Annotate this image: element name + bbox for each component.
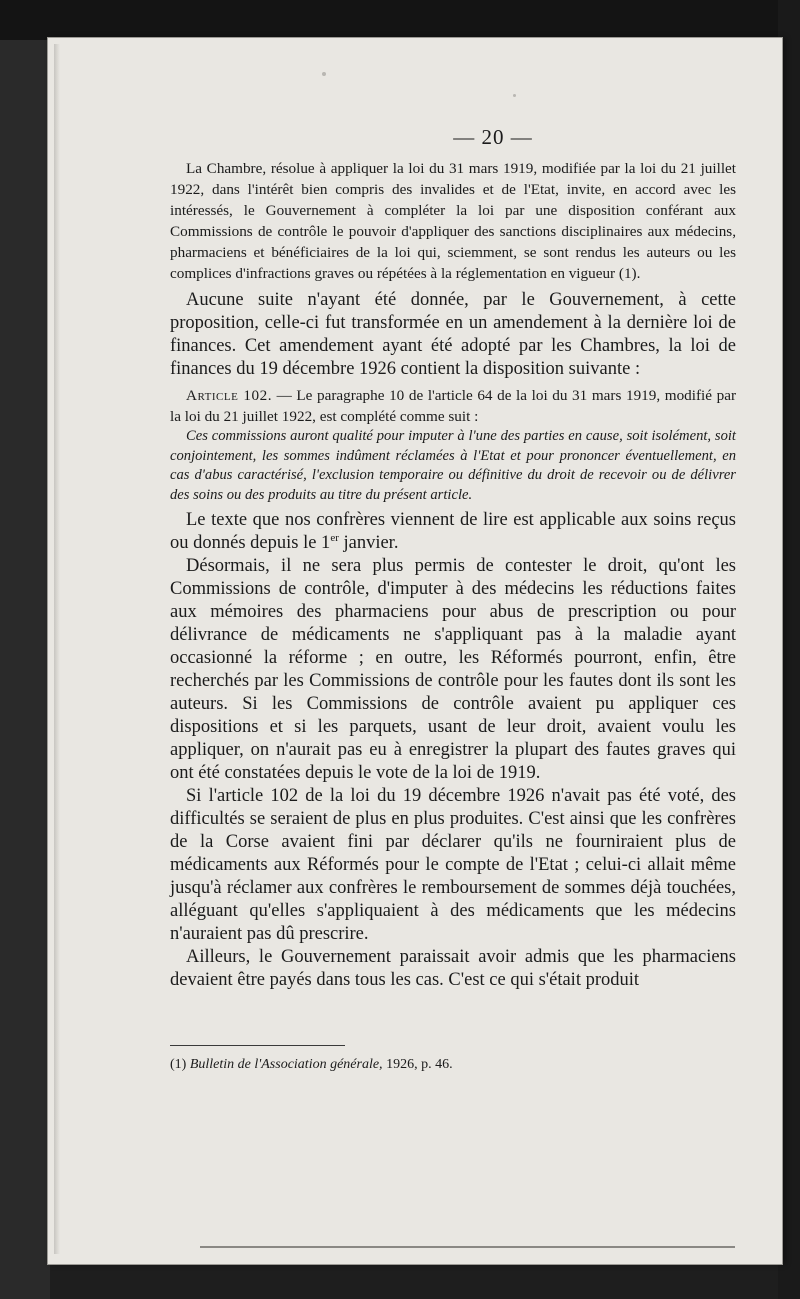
body-paragraph: Si l'article 102 de la loi du 19 décembre 1926 n'avait pas été voté, des difficultés se seraient de plus en plus produites. C'est ainsi que les confrères de la Corse avaient fini par déclarer qu'ils ne fourniraient plus de médicaments aux Réformés pour le compte de l'Etat ; celui-ci allait même jusqu'à réclamer aux confrères le remboursement de sommes déjà touchées, alléguant qu'elles s'appliquaient à des médicaments que les médecins n'auraient pas dû prescrire. — [170, 786, 736, 944]
body-paragraph: Aucune suite n'ayant été donnée, par le Gouvernement, à cette proposition, celle-ci fut transformée en un amendement à la dernière loi de finances. Cet amendement ayant été adopté par les Chambres, la loi de finances du 19 décembre 1926 contient la disposition suivante : — [170, 290, 736, 379]
footnote-title: Bulletin de l'Association générale, — [189, 1057, 383, 1072]
footnote-citation: 1926, p. 46. — [382, 1057, 453, 1072]
article-text: — Le paragraphe 10 de l'article 64 de la loi du 31 mars 1919, modifié par la loi du 21 juillet 1922, est complété comme suit : — [170, 387, 736, 425]
footnote — [170, 1056, 730, 1074]
body-paragraph — [170, 509, 736, 555]
body-paragraph: Désormais, il ne sera plus permis de contester le droit, qu'ont les Commissions de contrôle, d'imputer à des médecins les réductions faites aux mémoires des pharmaciens pour abus de prescription ou pour délivrance de médicaments ne s'appliquant pas à la maladie ayant occasionné la réforme ; en outre, les Réformés pourront, enfin, être recherchés par les Commissions de contrôle pour les fautes dont ils sont les auteurs. Si les Commissions de contrôle avaient pu appliquer ces dispositions et si les parquets, usant de leur droit, avaient voulu les appliquer, on n'aurait pas eu à enregistrer la plupart des fautes graves qui ont été constatées depuis le vote de la loi de 1919. — [170, 556, 736, 783]
footnote-number: (1) — [170, 1057, 190, 1072]
scan-border-top — [0, 0, 800, 40]
page-speck — [513, 94, 516, 97]
page-body — [170, 125, 736, 992]
para3-text-end: janvier. — [338, 533, 399, 553]
scan-border-left — [0, 40, 50, 1299]
footnote-divider — [170, 1045, 345, 1046]
page-bottom-edge — [200, 1246, 735, 1248]
article-label: Article 102. — [186, 387, 272, 404]
ordinal-superscript: er — [330, 531, 339, 544]
page-gutter-shadow — [54, 44, 60, 1254]
page-number: — 20 — — [453, 125, 533, 149]
page-speck — [322, 72, 326, 76]
para3-text: Le texte que nos confrères viennent de lire est applicable aux soins reçus ou donnés depuis le 1 — [170, 510, 736, 553]
resolution-paragraph: La Chambre, résolue à appliquer la loi du 31 mars 1919, modifiée par la loi du 21 juillet 1922, dans l'intérêt bien compris des invalides et de l'Etat, invite, en accord avec les intéressés, le Gouvernement à compléter la loi par une disposition conférant aux Commissions de contrôle le pouvoir d'appliquer des sanctions disciplinaires aux médecins, pharmaciens et bénéficiaires de la loi qui, sciemment, se sont rendus les auteurs ou les complices d'infractions graves ou répétées à la réglementation en vigueur (1). — [170, 160, 736, 282]
article-quote: Ces commissions auront qualité pour imputer à l'une des parties en cause, soit isolément, soit conjointement, les sommes indûment réclamées à l'Etat et pour prononcer éventuellement, en cas d'abus caractérisé, l'exclusion temporaire ou définitive du droit de recevoir ou de délivrer des soins ou des produits au titre du présent article. — [170, 428, 736, 503]
article-paragraph — [170, 385, 736, 427]
body-paragraph: Ailleurs, le Gouvernement paraissait avoir admis que les pharmaciens devaient être payés dans tous les cas. C'est ce qui s'était produit — [170, 947, 736, 990]
